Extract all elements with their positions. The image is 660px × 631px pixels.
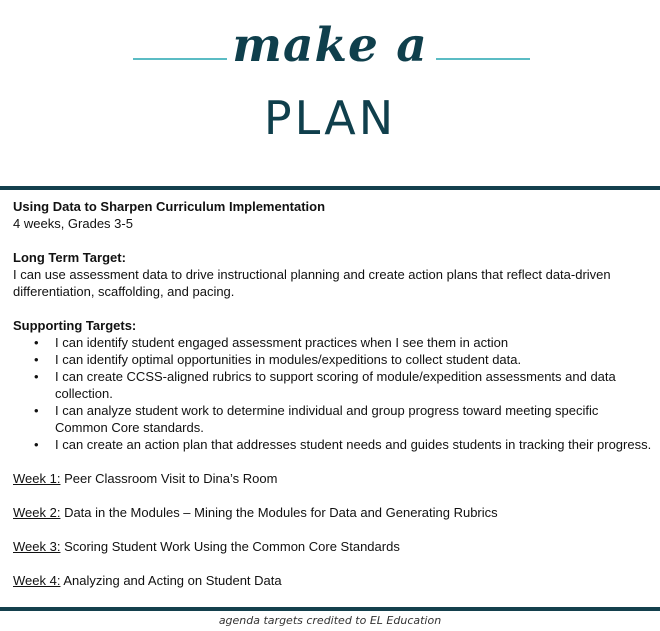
week-3-label: Week 3:	[13, 539, 61, 554]
target-text: I can identify optimal opportunities in modules/expeditions to collect student data.	[55, 352, 522, 367]
week-1-item	[13, 470, 653, 487]
target-text: I can create an action plan that addresses student needs and guides students in tracking their progress.	[55, 437, 652, 452]
bullet-icon: •	[34, 403, 39, 418]
bottom-divider-bar	[0, 607, 660, 611]
course-meta: 4 weeks, Grades 3-5	[13, 216, 133, 231]
list-item	[34, 402, 653, 436]
week-2-text: Data in the Modules – Mining the Modules for Data and Generating Rubrics	[60, 505, 498, 520]
list-item	[34, 351, 653, 368]
script-title: make a	[232, 18, 428, 73]
supporting-targets-list	[13, 334, 653, 453]
week-3-text: Scoring Student Work Using the Common Core Standards	[60, 539, 400, 554]
week-2-label: Week 2:	[13, 505, 61, 520]
long-term-heading: Long Term Target:	[13, 250, 126, 265]
plan-content	[13, 198, 653, 589]
list-item	[34, 334, 653, 351]
week-4-item	[13, 572, 653, 589]
target-text: I can identify student engaged assessment practices when I see them in action	[55, 335, 509, 350]
list-item	[34, 436, 653, 453]
plan-title: PLAN	[263, 91, 397, 145]
list-item	[34, 368, 653, 402]
week-4-text: Analyzing and Acting on Student Data	[60, 573, 282, 588]
bullet-icon: •	[34, 437, 39, 452]
bullet-icon: •	[34, 335, 39, 350]
target-text: I can analyze student work to determine individual and group progress toward meeting specific Common Core standards.	[55, 403, 599, 435]
bullet-icon: •	[34, 369, 39, 384]
target-text: I can create CCSS-aligned rubrics to support scoring of module/expedition assessments and data collection.	[55, 369, 616, 401]
week-1-text: Peer Classroom Visit to Dina’s Room	[60, 471, 278, 486]
week-1-label: Week 1:	[13, 471, 61, 486]
footer-credit: agenda targets credited to EL Education	[218, 614, 442, 627]
page-header	[0, 0, 660, 186]
week-2-item	[13, 504, 653, 521]
top-divider-bar	[0, 186, 660, 190]
week-3-item	[13, 538, 653, 555]
bullet-icon: •	[34, 352, 39, 367]
week-4-label: Week 4:	[13, 573, 61, 588]
supporting-heading: Supporting Targets:	[13, 318, 137, 333]
course-title: Using Data to Sharpen Curriculum Implementation	[13, 199, 326, 214]
long-term-text: I can use assessment data to drive instructional planning and create action plans that reflect data-driven differentiation, scaffolding, and pacing.	[13, 267, 611, 299]
